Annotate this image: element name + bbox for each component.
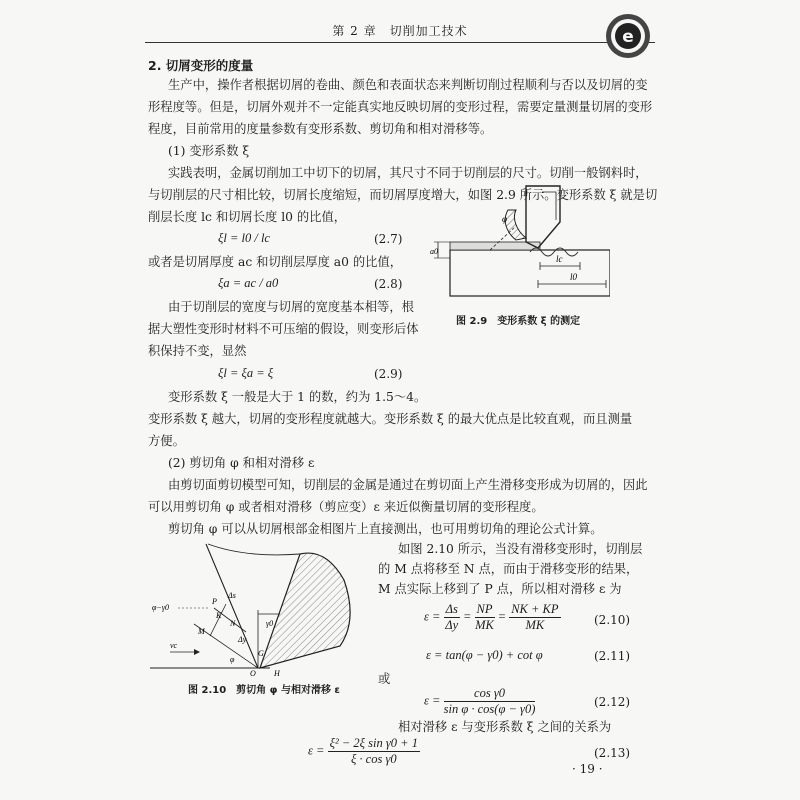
fig210-label-gamma: γ0: [266, 619, 274, 628]
eq212-lhs: ε =: [424, 693, 441, 708]
figure-2-10-diagram: [150, 540, 360, 678]
para-xi-line-10: 方便。: [148, 434, 185, 448]
fig210-label-H: H: [274, 669, 280, 678]
fig210-label-K: K: [216, 611, 222, 620]
publisher-seal-icon: [604, 12, 652, 60]
equation-2-10: [424, 602, 561, 633]
para-xi-line-9: 变形系数 ξ 越大，切屑的变形程度就越大。变形系数 ξ 的最大优点是比较直观，而且测量: [148, 412, 633, 426]
equation-number-2-7: (2.7): [374, 232, 403, 246]
eq210-frac3-den: MK: [525, 618, 545, 632]
figure-2-9-caption: 图 2.9 变形系数 ξ 的测定: [456, 316, 581, 327]
fig210-label-vc: vc: [170, 641, 178, 650]
eq210-equals: =: [462, 609, 472, 624]
eq213-num: ξ² − 2ξ sin γ0 + 1: [329, 736, 418, 750]
fig29-label-lc: lc: [556, 254, 563, 264]
para-phi-line-2: 可以用剪切角 φ 或者相对滑移（剪应变）ε 来近似衡量切屑的变形程度。: [148, 500, 544, 514]
fig210-label-M: M: [198, 627, 205, 636]
para-intro-line-2: 形程度等。但是，切屑外观并不一定能真实地反映切屑的变形过程，需要定量测量切屑的变形: [148, 100, 653, 114]
eq213-lhs: ε =: [308, 743, 325, 758]
eq213-den: ξ · cos γ0: [350, 752, 397, 766]
eq210-frac1-num: Δs: [445, 602, 458, 616]
equation-2-11: ε = tan(φ − γ0) + cot φ: [426, 648, 543, 662]
fig210-label-N: N: [230, 619, 236, 628]
para-xi-line-3: 削层长度 lc 和切屑长度 l0 的比值，: [148, 210, 347, 224]
para-intro-line-1: 生产中，操作者根据切屑的卷曲、颜色和表面状态来判断切削过程顺利与否以及切屑的变: [168, 78, 648, 92]
fig29-label-phi: φ: [502, 214, 507, 224]
figure-2-9-diagram: [430, 182, 610, 310]
para-xi-line-1: 实践表明，金属切削加工中切下的切屑，其尺寸不同于切削层的尺寸。切削一般钢料时，: [168, 166, 648, 180]
equation-number-2-13: (2.13): [594, 746, 631, 760]
eq210-lhs: ε =: [424, 609, 441, 624]
fig210-label-phi: φ: [230, 655, 235, 664]
para-phi-line-3: 剪切角 φ 可以从切屑根部金相图片上直接测出，也可用剪切角的理论公式计算。: [168, 522, 603, 536]
equation-number-2-10: (2.10): [594, 613, 631, 627]
para-or: 或: [378, 672, 391, 686]
para-phi-line-6: M 点实际上移到了 P 点，所以相对滑移 ε 为: [378, 582, 622, 596]
equation-number-2-9: (2.9): [374, 367, 403, 381]
eq210-frac2-num: NP: [476, 602, 493, 616]
eq212-den: sin φ · cos(φ − γ0): [443, 702, 536, 716]
fig210-label-phi-gamma: φ−γ0: [152, 603, 169, 612]
equation-2-12: [424, 686, 535, 717]
para-xi-line-5: 由于切削层的宽度与切屑的宽度基本相等，根: [168, 300, 414, 314]
fig210-label-G: G: [258, 649, 264, 658]
equation-number-2-12: (2.12): [594, 695, 631, 709]
fig210-label-O: O: [250, 669, 256, 678]
fig29-label-a0: a0: [430, 247, 438, 256]
para-xi-line-8: 变形系数 ξ 一般是大于 1 的数，约为 1.5～4。: [168, 390, 427, 404]
equation-number-2-11: (2.11): [594, 649, 631, 663]
para-phi-line-5: 的 M 点将移至 N 点，而由于滑移变形的结果，: [378, 562, 639, 576]
para-xi-line-6: 据大塑性变形时材料不可压缩的假设，则变形后体: [148, 322, 419, 336]
fig210-label-ds: Δs: [228, 591, 236, 600]
para-phi-line-4: 如图 2.10 所示，当没有滑移变形时，切削层: [398, 542, 643, 556]
fig210-label-P: P: [212, 597, 217, 606]
equation-2-9: ξl = ξa = ξ: [218, 366, 274, 380]
section-title: 2. 切屑变形的度量: [148, 58, 254, 73]
page-number: · 19 ·: [572, 762, 603, 776]
subsection-title-phi: (2) 剪切角 φ 和相对滑移 ε: [168, 456, 315, 470]
para-phi-line-7: 相对滑移 ε 与变形系数 ξ 之间的关系为: [398, 720, 612, 734]
equation-2-13: [308, 736, 420, 767]
para-xi-line-2: 与切削层的尺寸相比较，切屑长度缩短，而切屑厚度增大，如图 2.9 所示。变形系数 ξ 就是切: [148, 188, 658, 202]
subsection-title-xi: (1) 变形系数 ξ: [168, 144, 250, 158]
equation-number-2-8: (2.8): [374, 277, 403, 291]
para-xi-line-7: 积保持不变，显然: [148, 344, 247, 358]
para-intro-line-3: 程度，目前常用的度量参数有变形系数、剪切角和相对滑移等。: [148, 122, 493, 136]
svg-text:e: e: [622, 27, 634, 47]
eq210-equals-2: =: [497, 609, 507, 624]
header-rule: [145, 42, 655, 43]
running-header: 第 2 章 切削加工技术: [332, 24, 468, 38]
equation-2-7: ξl = l0 / lc: [218, 231, 270, 245]
equation-2-8: ξa = ac / a0: [218, 276, 279, 290]
eq210-frac2-den: MK: [475, 618, 494, 632]
eq210-frac1-den: Δy: [445, 618, 459, 632]
eq212-num: cos γ0: [444, 686, 536, 702]
fig29-label-l0: l0: [570, 272, 578, 282]
fig210-label-dy: Δy: [238, 635, 247, 644]
eq210-frac3-num: NK + KP: [511, 602, 559, 616]
para-phi-line-1: 由剪切面剪切模型可知，切削层的金属是通过在剪切面上产生滑移变形成为切屑的，因此: [168, 478, 648, 492]
para-xi-line-4: 或者是切屑厚度 ac 和切削层厚度 a0 的比值，: [148, 255, 403, 269]
figure-2-10-caption: 图 2.10 剪切角 φ 与相对滑移 ε: [188, 685, 340, 696]
